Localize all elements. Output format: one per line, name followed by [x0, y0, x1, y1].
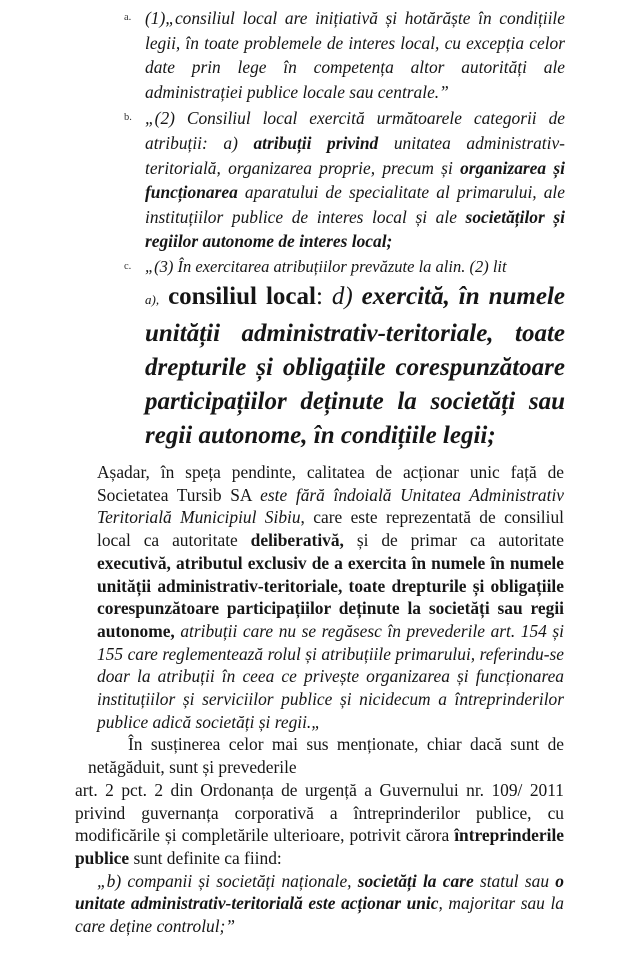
text-span: „b) companii și societăți naționale,	[97, 870, 358, 891]
text-span: unitatea administrativ-teritorială, organizarea proprie, precum și	[145, 132, 565, 178]
paragraph-definition-quote	[75, 870, 564, 938]
italic-text: este fără îndoială Unitatea Administrativ Teritorială Municipiul Sibiu	[97, 484, 565, 528]
bold-text: societăți la care	[357, 870, 474, 891]
bold-text: exercită, în numele unității administrativ-teritoriale, toate drepturile și obligațiile corespunzătoare participațiilor deținute la societăți sau regii autonome, în condițiile legii;	[145, 282, 565, 449]
text-span: „(2) Consiliul local exercită următoarele categorii de atribuții: a)	[145, 108, 565, 153]
paragraph-sustinerea: În susținerea celor mai sus menționate, chiar dacă sunt de netăgăduit, sunt și prevederile	[88, 734, 564, 778]
bold-text: executivă, atributul exclusiv de a exercita în numele în numele unității administrativ-teritoriale, toate drepturile și obligațiile corespunzătoare participațiilor deținute la societăți sau regii autonome,	[97, 552, 564, 641]
italic-text: atribuții care nu se regăsesc în prevederile art. 154 și 155 care reglementează rolul și atribuțiile primarului, referindu-se doar la atribuții în ceea ce privește organizarea și funcționarea instituțiilor și serviciilor publice și nicidecum a întreprinderilor publice adică societăți și regii.„	[97, 620, 564, 732]
text-span: aparatului de specialitate al primarului, ale instituțiilor publice de interes local și ale	[145, 182, 565, 227]
text-span: și de primar ca autoritate	[343, 530, 564, 551]
document-body	[0, 461, 626, 938]
list-item-emphasis	[145, 280, 565, 453]
paragraph-art2	[75, 779, 564, 870]
list-marker: a.	[124, 12, 132, 23]
bold-text: deliberativă,	[250, 530, 344, 551]
list-marker: c.	[124, 260, 132, 272]
bold-text: întreprinderile publice	[75, 825, 564, 868]
list-item-b	[0, 106, 565, 254]
text-span: art. 2 pct. 2 din Ordonanța de urgență a Guvernului nr. 109/ 2011 privind guvernanța corporativă a întreprinderilor publice, cu modificările și completările ulterioare, potrivit cărora	[75, 779, 564, 846]
text-span: d)	[331, 282, 353, 310]
list-item-text: (1)„consiliul local are inițiativă și hotărăște în condițiile legii, în toate problemele de interes local, cu excepția celor date prin lege în competența altor autorități ale administrației publice locale sau centrale.”	[145, 8, 565, 102]
bold-text: consiliul local	[168, 282, 316, 310]
list-marker: b.	[124, 112, 132, 124]
list-item-intro: „(3) În exercitarea atribuțiilor prevăzute la alin. (2) lit	[145, 256, 507, 276]
bold-text: organizarea și funcționarea	[145, 157, 565, 203]
quoted-law-list	[0, 6, 626, 453]
text-span: , care este reprezentată de consiliul local ca autoritate	[97, 507, 564, 551]
bold-text: atribuții privind	[253, 132, 379, 153]
text-span: :	[315, 282, 323, 310]
text-span: Așadar, în speța pendinte, calitatea de acționar unic față de Societatea Tursib SA	[97, 462, 564, 505]
text-span: sunt definite ca fiind:	[129, 847, 282, 868]
list-item-c	[0, 255, 565, 453]
paragraph-asadar	[97, 461, 564, 733]
list-item-text	[145, 106, 565, 254]
text-span: statul sau	[473, 870, 556, 891]
text-span: a),	[145, 291, 160, 307]
bold-text: societăților și regiilor autonome de interes local;	[145, 206, 565, 252]
text-span: , majoritar sau la care deține controlul;”	[75, 893, 564, 937]
bold-text: o unitate administrativ-teritorială este acționar unic	[75, 870, 564, 914]
list-item-a	[0, 6, 565, 104]
